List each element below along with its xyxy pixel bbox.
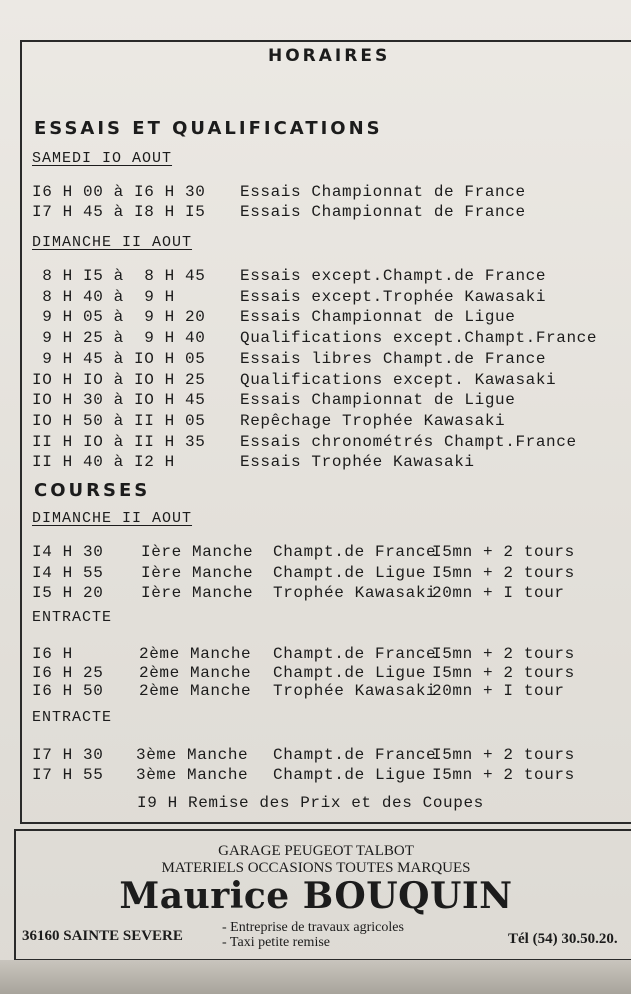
- course-1-time: I5 H 20: [32, 584, 104, 602]
- samedi-time: I7 H 45 à I8 H I5: [32, 203, 206, 221]
- dimanche-essais-label: Essais Trophée Kawasaki: [240, 453, 475, 472]
- samedi-day-label: SAMEDI IO AOUT: [32, 150, 173, 167]
- dimanche-essais-label: Qualifications except. Kawasaki: [240, 370, 557, 389]
- course-2-event: Champt.de Ligue: [273, 663, 427, 682]
- course-2-duration: I5mn + 2 tours: [432, 663, 575, 682]
- course-1-duration: 20mn + I tour: [432, 584, 565, 602]
- dimanche-essais-time: IO H 30 à IO H 45: [32, 391, 206, 410]
- ad-phone: Tél (54) 30.50.20.: [508, 931, 618, 947]
- page-title: HORAIRES: [268, 46, 391, 66]
- ad-materiels-line: MATERIELS OCCASIONS TOUTES MARQUES: [161, 860, 471, 876]
- entracte-2: ENTRACTE: [32, 709, 113, 726]
- samedi-time: I6 H 00 à I6 H 30: [32, 183, 206, 201]
- course-1-duration: I5mn + 2 tours: [432, 563, 575, 582]
- essais-heading: ESSAIS ET QUALIFICATIONS: [34, 118, 383, 139]
- dimanche-essais-label: Essais except.Champt.de France: [240, 267, 547, 285]
- dimanche-essais-time: II H 40 à I2 H: [32, 453, 175, 472]
- dimanche-essais-time: IO H IO à IO H 25: [32, 370, 206, 389]
- ad-service-1: - Entreprise de travaux agricoles: [222, 920, 404, 935]
- dimanche-essais-time: 9 H 45 à IO H 05: [32, 349, 206, 368]
- course-2-duration: I5mn + 2 tours: [432, 645, 575, 663]
- course-1-event: Trophée Kawasaki: [273, 584, 437, 602]
- dimanche-essais-label: Repêchage Trophée Kawasaki: [240, 411, 506, 430]
- page-edge-shadow: [0, 960, 631, 994]
- course-3-time: I7 H 55: [32, 766, 104, 784]
- course-2-manche: 2ème Manche: [139, 663, 252, 682]
- course-3-duration: I5mn + 2 tours: [432, 766, 575, 784]
- garage-advertisement: [14, 829, 631, 961]
- course-2-time: I6 H 25: [32, 663, 104, 682]
- course-1-manche: Ière Manche: [141, 584, 254, 602]
- course-1-manche: Ière Manche: [141, 543, 254, 561]
- course-1-event: Champt.de France: [273, 543, 437, 561]
- dimanche-essais-label: Essais except.Trophée Kawasaki: [240, 287, 547, 306]
- course-1-time: I4 H 55: [32, 563, 104, 582]
- course-2-duration: 20mn + I tour: [432, 682, 565, 700]
- samedi-label: Essais Championnat de France: [240, 203, 526, 221]
- dimanche-essais-label: Qualifications except.Champt.France: [240, 329, 598, 348]
- dimanche-essais-time: IO H 50 à II H 05: [32, 411, 206, 430]
- course-2-event: Trophée Kawasaki: [273, 682, 437, 700]
- ad-garage-line: GARAGE PEUGEOT TALBOT: [218, 843, 414, 859]
- course-2-time: I6 H 50: [32, 682, 104, 700]
- remise-des-prix: I9 H Remise des Prix et des Coupes: [137, 794, 484, 812]
- course-1-event: Champt.de Ligue: [273, 563, 427, 582]
- dimanche-essais-day-label: DIMANCHE II AOUT: [32, 234, 193, 251]
- course-3-event: Champt.de Ligue: [273, 766, 427, 784]
- ad-service-2: - Taxi petite remise: [222, 935, 331, 950]
- dimanche-essais-time: 9 H 25 à 9 H 40: [32, 329, 206, 348]
- dimanche-essais-time: 8 H I5 à 8 H 45: [32, 267, 206, 285]
- course-1-duration: I5mn + 2 tours: [432, 543, 575, 561]
- course-1-manche: Ière Manche: [141, 563, 254, 582]
- ad-business-name: Maurice BOUQUIN: [119, 875, 513, 917]
- samedi-label: Essais Championnat de France: [240, 183, 526, 201]
- courses-day-label: DIMANCHE II AOUT: [32, 510, 193, 527]
- dimanche-essais-time: II H IO à II H 35: [32, 432, 206, 451]
- dimanche-essais-label: Essais libres Champt.de France: [240, 349, 547, 368]
- course-3-duration: I5mn + 2 tours: [432, 746, 575, 764]
- course-3-manche: 3ème Manche: [136, 746, 249, 764]
- course-2-manche: 2ème Manche: [139, 682, 252, 700]
- course-3-time: I7 H 30: [32, 746, 104, 764]
- course-2-manche: 2ème Manche: [139, 645, 252, 663]
- dimanche-essais-time: 8 H 40 à 9 H: [32, 287, 175, 306]
- dimanche-essais-label: Essais Championnat de Ligue: [240, 391, 516, 410]
- entracte-1: ENTRACTE: [32, 609, 113, 626]
- dimanche-essais-label: Essais Championnat de Ligue: [240, 308, 516, 327]
- course-2-time: I6 H: [32, 645, 73, 663]
- course-3-manche: 3ème Manche: [136, 766, 249, 784]
- ad-city: 36160 SAINTE SEVERE: [22, 928, 183, 944]
- dimanche-essais-time: 9 H 05 à 9 H 20: [32, 308, 206, 327]
- course-3-event: Champt.de France: [273, 746, 437, 764]
- course-2-event: Champt.de France: [273, 645, 437, 663]
- course-1-time: I4 H 30: [32, 543, 104, 561]
- dimanche-essais-label: Essais chronométrés Champt.France: [240, 432, 577, 451]
- courses-heading: COURSES: [34, 480, 151, 501]
